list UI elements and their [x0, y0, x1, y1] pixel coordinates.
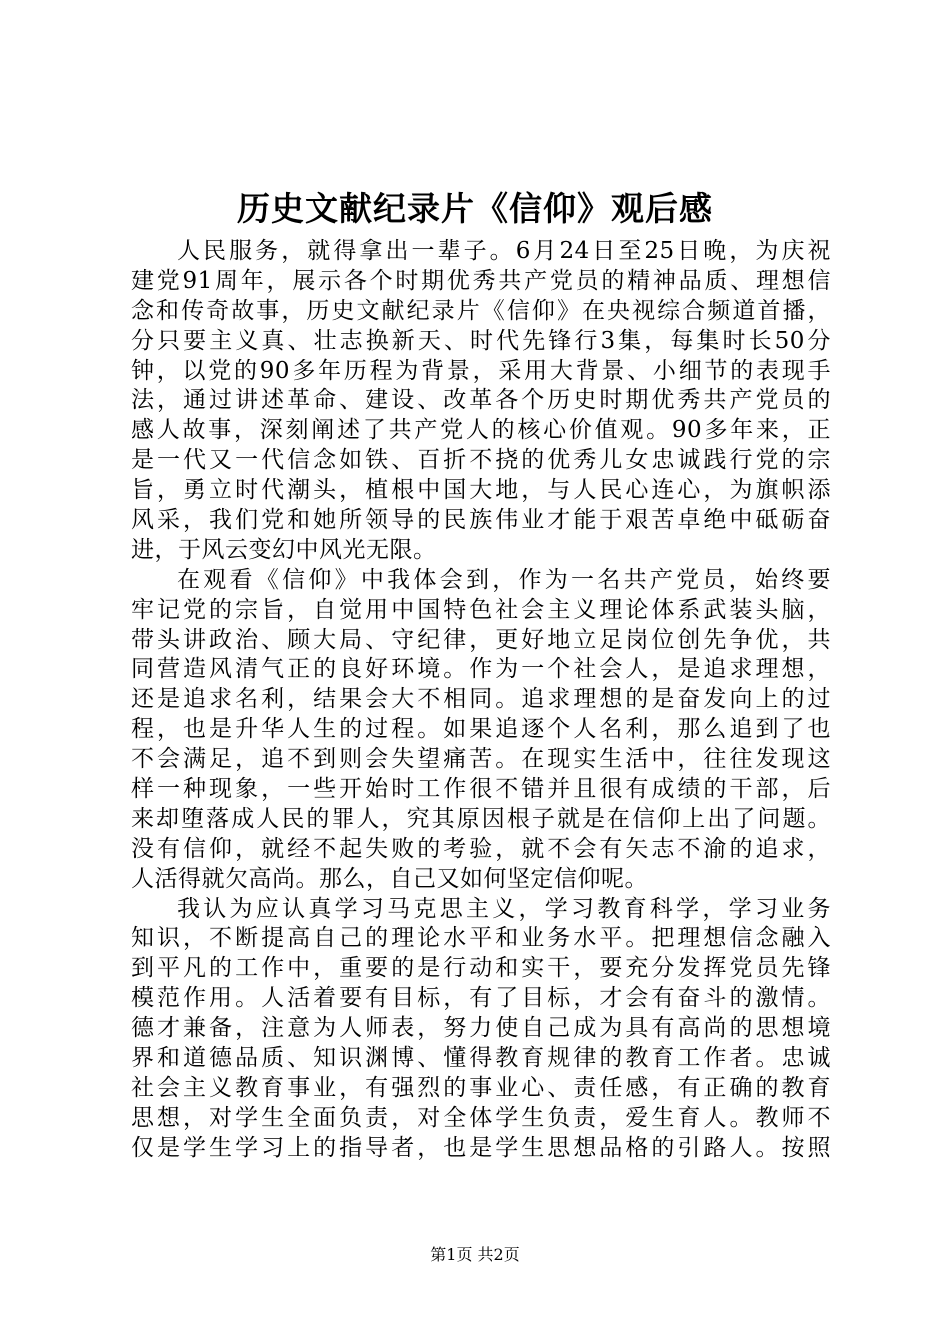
- text-line: 样一种现象，一些开始时工作很不错并且很有成绩的干部，后: [131, 776, 831, 803]
- page-number-footer: 第1页 共2页: [430, 1245, 520, 1264]
- text-line: 人活得就欠高尚。那么，自己又如何坚定信仰呢。: [131, 865, 648, 892]
- paragraph-3: [131, 895, 831, 1164]
- text-line: 同营造风清气正的良好环境。作为一个社会人，是追求理想，: [131, 656, 831, 683]
- text-line: 没有信仰，就经不起失败的考验，就不会有矢志不渝的追求，: [131, 835, 831, 862]
- text-line: 社会主义教育事业，有强烈的事业心、责任感，有正确的教育: [131, 1074, 831, 1101]
- text-line: 还是追求名利，结果会大不相同。追求理想的是奋发向上的过: [131, 686, 831, 713]
- text-line: 思想，对学生全面负责，对全体学生负责，爱生育人。教师不: [131, 1104, 831, 1131]
- text-line: 感人故事，深刻阐述了共产党人的核心价值观。90多年来，正: [131, 417, 831, 444]
- text-line: 到平凡的工作中，重要的是行动和实干，要充分发挥党员先锋: [131, 955, 831, 982]
- text-line: 在观看《信仰》中我体会到，作为一名共产党员，始终要: [177, 566, 831, 593]
- text-line: 建党91周年，展示各个时期优秀共产党员的精神品质、理想信: [131, 267, 831, 294]
- text-line: 钟，以党的90多年历程为背景，采用大背景、小细节的表现手: [131, 357, 831, 384]
- text-line: 是一代又一代信念如铁、百折不挠的优秀儿女忠诚践行党的宗: [131, 447, 831, 474]
- text-line: 人民服务，就得拿出一辈子。6月24日至25日晚，为庆祝: [177, 238, 831, 264]
- text-line: 仅是学生学习上的指导者，也是学生思想品格的引路人。按照: [131, 1134, 831, 1161]
- text-line: 德才兼备，注意为人师表，努力使自己成为具有高尚的思想境: [131, 1015, 831, 1042]
- text-line: 程，也是升华人生的过程。如果追逐个人名利，那么追到了也: [131, 716, 831, 743]
- document-title: 历史文献纪录片《信仰》观后感: [237, 189, 713, 228]
- text-line: 知识，不断提高自己的理论水平和业务水平。把理想信念融入: [131, 925, 831, 952]
- text-line: 模范作用。人活着要有目标，有了目标，才会有奋斗的激情。: [131, 985, 831, 1012]
- paragraph-1: [131, 237, 831, 566]
- text-line: 旨，勇立时代潮头，植根中国大地，与人民心连心，为旗帜添: [131, 477, 831, 504]
- text-line: 进，于风云变幻中风光无限。: [131, 536, 437, 563]
- text-line: 来却堕落成人民的罪人，究其原因根子就是在信仰上出了问题。: [131, 805, 831, 832]
- text-line: 界和道德品质、知识渊博、懂得教育规律的教育工作者。忠诚: [131, 1045, 831, 1072]
- text-line: 风采，我们党和她所领导的民族伟业才能于艰苦卓绝中砥砺奋: [131, 507, 831, 534]
- text-line: 念和传奇故事，历史文献纪录片《信仰》在央视综合频道首播，: [131, 297, 831, 324]
- text-line: 法，通过讲述革命、建设、改革各个历史时期优秀共产党员的: [131, 387, 831, 414]
- text-line: 我认为应认真学习马克思主义，学习教育科学，学习业务: [177, 895, 831, 922]
- text-line: 带头讲政治、顾大局、守纪律，更好地立足岗位创先争优，共: [131, 626, 831, 653]
- paragraph-2: [131, 566, 831, 895]
- document-body: [131, 237, 831, 1164]
- text-line: 不会满足，追不到则会失望痛苦。在现实生活中，往往发现这: [131, 746, 831, 773]
- text-line: 分只要主义真、壮志换新天、时代先锋行3集，每集时长50分: [131, 327, 831, 354]
- text-line: 牢记党的宗旨，自觉用中国特色社会主义理论体系武装头脑，: [131, 596, 831, 623]
